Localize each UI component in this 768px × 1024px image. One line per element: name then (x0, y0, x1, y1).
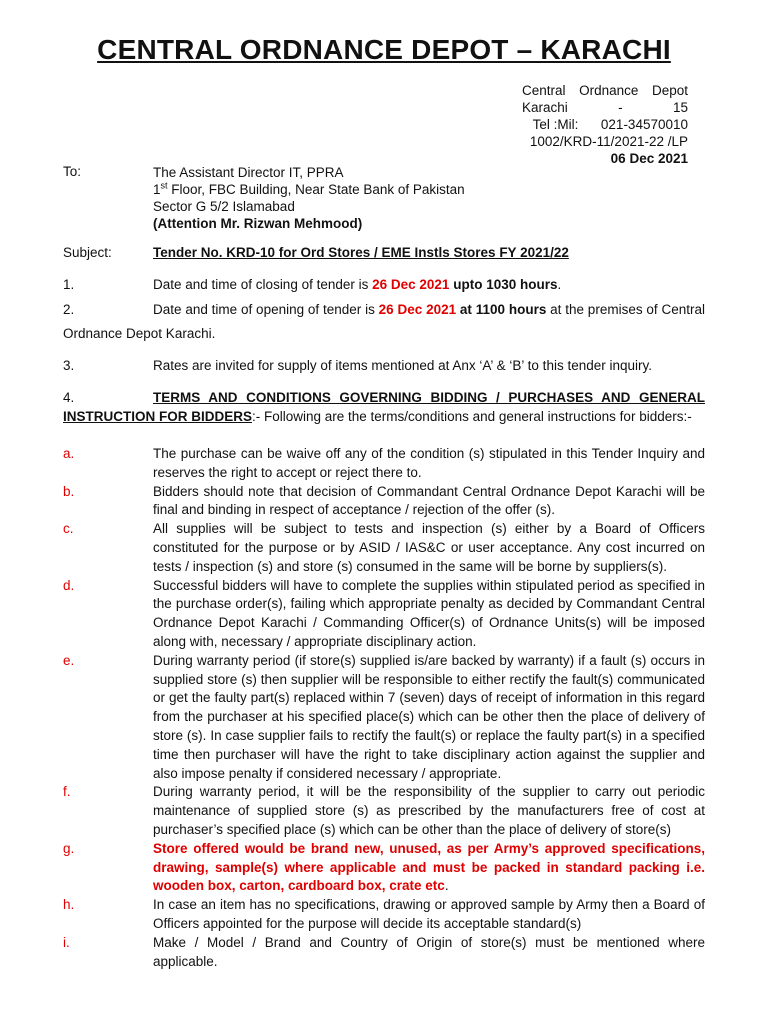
item-text: The purchase can be waive off any of the condition (s) stipulated in this Tender Inquiry and reserves the right to accept or reject there to. (153, 446, 705, 480)
address-word: 15 (672, 100, 688, 115)
list-item (63, 934, 705, 972)
floor-number: 1 (153, 182, 161, 197)
paragraph-text: . (557, 277, 562, 292)
ordinal-suffix: st (160, 180, 168, 191)
address-line-1 (522, 82, 688, 99)
closing-date: 26 Dec 2021 (372, 277, 450, 292)
address-phone: Tel :Mil: 021-34570010 (532, 117, 688, 132)
item-letter: g. (63, 840, 75, 856)
address-word: Karachi (522, 100, 568, 115)
item-letter: h. (63, 897, 75, 913)
opening-time: at 1100 hours (456, 302, 547, 317)
recipient-line (153, 181, 465, 198)
paragraph-text: Rates are invited for supply of items mentioned at Anx ‘A’ & ‘B’ to this tender inquiry. (153, 358, 652, 373)
item-text: During warranty period, it will be the responsibility of the supplier to carry out periodic maintenance of supplied store (s) as prescribed by the manufacturers free of cost at purchaser’s specified place (s) which can be other than the place of delivery of store(s) (153, 784, 705, 837)
paragraph-number: 3. (63, 358, 75, 373)
list-item (63, 783, 705, 839)
list-item (63, 652, 705, 784)
paragraph-number: 4. (63, 390, 75, 405)
sender-address (522, 82, 688, 167)
recipient-label: To: (63, 164, 82, 179)
recipient-attention: (Attention Mr. Rizwan Mehmood) (153, 216, 363, 231)
closing-time: upto 1030 hours (449, 277, 558, 292)
opening-date: 26 Dec 2021 (378, 302, 457, 317)
item-text: Make / Model / Brand and Country of Origin of store(s) must be mentioned where applicable. (153, 934, 705, 969)
paragraph-number: 2. (63, 302, 75, 317)
subject-label: Subject: (63, 245, 112, 260)
item-letter: f. (63, 784, 71, 800)
item-letter: a. (63, 446, 75, 461)
item-text-end: . (444, 878, 449, 894)
list-item (63, 520, 705, 576)
paragraph-text: Date and time of opening of tender is (153, 302, 379, 317)
list-item (63, 896, 705, 934)
list-item (63, 577, 705, 652)
document-title: CENTRAL ORDNANCE DEPOT – KARACHI (97, 34, 671, 65)
address-word: - (618, 100, 623, 115)
paragraph-4 (63, 388, 705, 426)
paragraph-number: 1. (63, 277, 75, 292)
list-item (63, 483, 705, 521)
item-text: Successful bidders will have to complete the supplies within stipulated period as specified in the purchase order(s), failing which appropriate penalty as decided by Commandant Central Ordnance Depot Karachi / Commanding Officer(s) of Ordnance Units(s) will be imposed along with, necessary / appropriate disciplinary action. (153, 577, 705, 649)
item-text: Store offered would be brand new, unused, as per Army’s approved specifications, drawing, sample(s) where applicable and must be packed in standard packing i.e. wooden box, carton, cardboard box, crate etc (153, 840, 705, 894)
item-letter: d. (63, 577, 75, 593)
address-word: Ordnance (579, 83, 639, 98)
terms-heading: TERMS AND CONDITIONS GOVERNING BIDDING / PURCHASES AND GENERAL INSTRUCTION FOR BIDDERS (63, 390, 705, 424)
item-text-wrapper (153, 840, 705, 896)
item-text: Bidders should note that decision of Commandant Central Ordnance Depot Karachi will be final and binding in respect of acceptance / rejection of the offer (s). (153, 483, 705, 518)
recipient-address (153, 164, 465, 232)
paragraph-text: :- Following are the terms/conditions and general instructions for bidders:- (252, 409, 692, 424)
letter-reference: 1002/KRD-11/2021-22 /LP (529, 134, 688, 149)
subject-text: Tender No. KRD-10 for Ord Stores / EME Instls Stores FY 2021/22 (153, 245, 569, 260)
recipient-line: Sector G 5/2 Islamabad (153, 199, 295, 214)
recipient-line: The Assistant Director IT, PPRA (153, 165, 344, 180)
item-text: In case an item has no specifications, drawing or approved sample by Army then a Board of Officers appointed for the purpose will decide its acceptable standard(s) (153, 897, 705, 931)
paragraph-2 (63, 298, 705, 346)
recipient-building: Floor, FBC Building, Near State Bank of Pakistan (167, 182, 465, 197)
paragraph-text: Date and time of closing of tender is (153, 277, 373, 292)
item-text: During warranty period (if store(s) supplied is/are backed by warranty) if a fault (s) occurs in supplied store (s) then supplier will be responsible to either rectify the fault(s) communicated or get the faulty part(s) replaced within 7 (seven) days of receipt of information in this regard from the purchaser at his specified place(s) which can be other then the place of delivery of store (s). In case supplier fails to rectify the fault(s) or replace the faulty part(s) in a specified time then purchaser will have the right to take disciplinary action against the supplier and also impose penalty if considered necessary / appropriate. (153, 652, 705, 781)
item-letter: e. (63, 652, 75, 668)
list-item (63, 840, 705, 896)
paragraph-text: at the premises of Central Ordnance Depot Karachi. (63, 302, 705, 341)
list-item (63, 445, 705, 483)
item-text: All supplies will be subject to tests and inspection (s) either by a Board of Officers constituted for the purpose or by ASID / IAS&C or user acceptance. Any cost incurred on tests / inspection (s) and store (s) consumed in the same will be borne by suppliers(s). (153, 521, 705, 574)
address-line-2 (522, 99, 688, 116)
item-letter: b. (63, 483, 75, 499)
letter-date: 06 Dec 2021 (610, 151, 688, 166)
paragraph-1 (63, 274, 705, 296)
address-word: Depot (651, 83, 688, 98)
paragraph-3 (63, 355, 705, 377)
item-letter: i. (63, 934, 70, 950)
address-word: Central (522, 83, 566, 98)
item-letter: c. (63, 521, 74, 537)
terms-list (63, 445, 705, 971)
